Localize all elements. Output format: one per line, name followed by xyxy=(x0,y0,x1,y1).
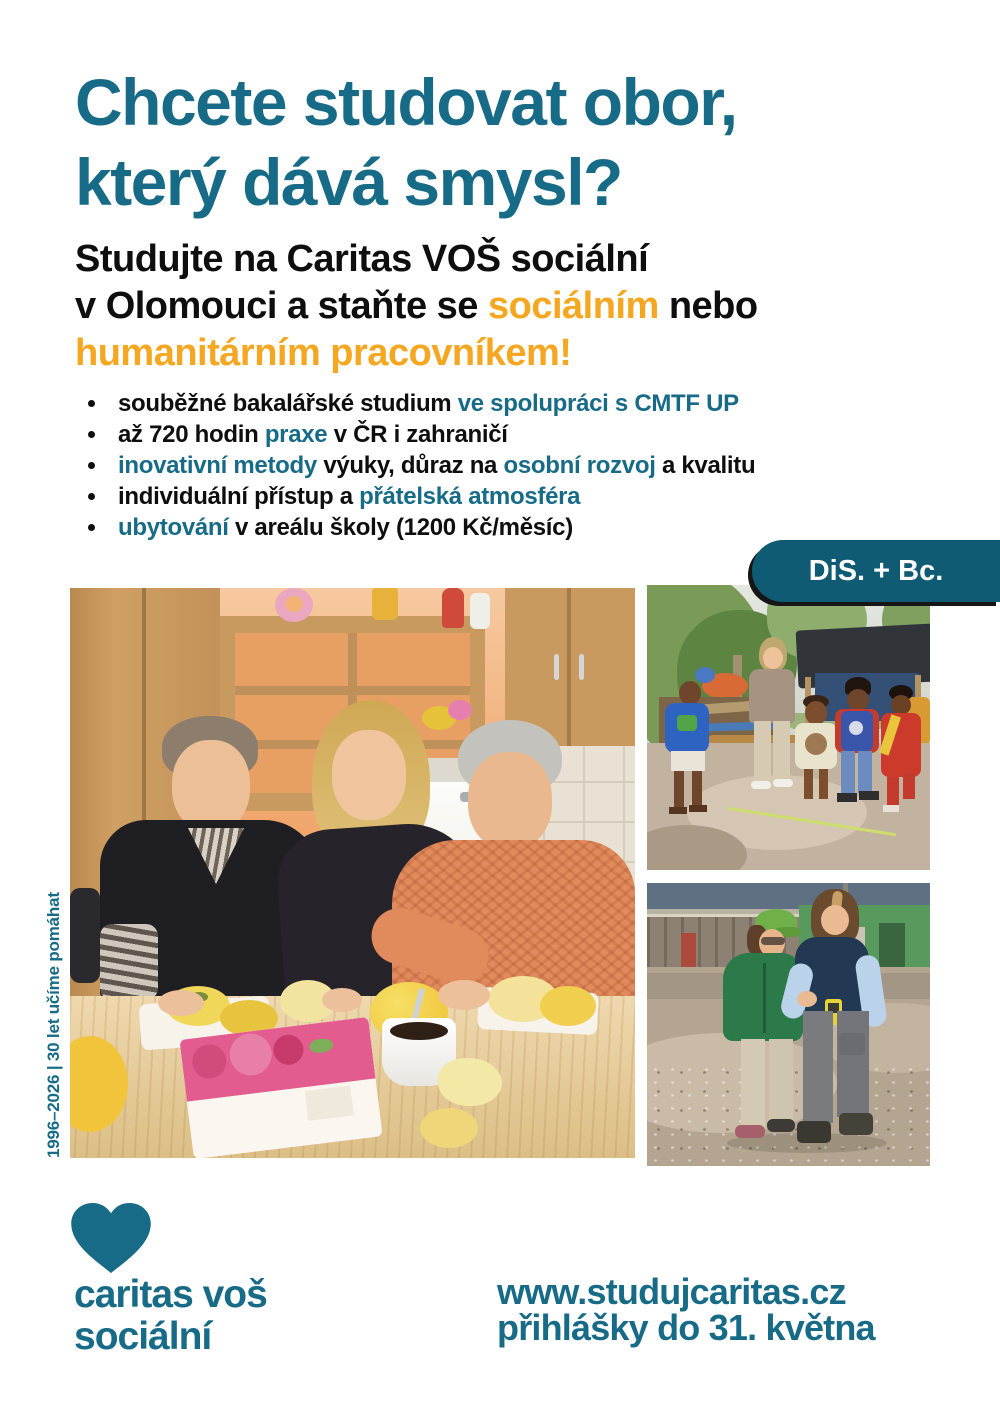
handle xyxy=(554,654,559,680)
decor-bottle xyxy=(372,588,398,620)
kiosk xyxy=(681,933,696,967)
cabinet-gap xyxy=(567,588,571,746)
decor-jug xyxy=(470,593,490,629)
pants xyxy=(741,1039,765,1127)
hand xyxy=(322,988,362,1012)
fruit xyxy=(438,1058,502,1106)
fruit xyxy=(420,1108,478,1148)
leg xyxy=(692,771,702,805)
child-head xyxy=(891,695,911,715)
gift-bag xyxy=(179,1017,382,1158)
jeans xyxy=(841,751,855,795)
cargo-pants xyxy=(837,1011,869,1117)
website-url: www.studujcaritas.cz xyxy=(497,1271,846,1312)
highlight-socialnim: sociálním xyxy=(487,285,659,327)
volunteer-face xyxy=(763,647,783,669)
photo-assisted-walk xyxy=(647,883,930,1166)
coffee xyxy=(390,1022,448,1040)
zip xyxy=(763,963,766,1033)
shoe xyxy=(837,793,857,802)
jeans xyxy=(858,751,872,793)
shoe xyxy=(773,779,793,787)
title-line-2: který dává smysl? xyxy=(75,145,622,219)
sandal xyxy=(689,805,707,812)
logo-line-2: sociální xyxy=(74,1315,212,1358)
fruit xyxy=(540,986,596,1026)
person-left-face xyxy=(172,740,250,832)
heart-icon xyxy=(70,1203,152,1273)
decor-butterfly xyxy=(448,700,472,720)
pocket xyxy=(839,1033,865,1055)
child-shorts xyxy=(671,751,705,771)
hand xyxy=(438,980,490,1010)
leg xyxy=(674,771,684,807)
person-right-face xyxy=(468,752,552,850)
vest-print xyxy=(849,721,863,735)
child-head xyxy=(679,681,701,705)
hand xyxy=(797,991,817,1007)
person-mid-face xyxy=(332,730,406,820)
volunteer-top xyxy=(749,669,795,723)
decor-wreath-hole xyxy=(285,596,303,612)
anniversary-note: 1996–2026 | 30 let učíme pomáhat xyxy=(44,892,63,1158)
leg xyxy=(887,777,899,805)
shoe xyxy=(751,781,771,789)
child-head xyxy=(847,689,869,711)
clothes-pile xyxy=(695,667,715,683)
page-title xyxy=(75,62,737,222)
shoe xyxy=(767,1119,795,1132)
hand xyxy=(158,990,204,1016)
photo-kitchen-activity xyxy=(70,588,635,1158)
decor-figurine xyxy=(442,588,464,628)
degree-badge-label: DiS. + Bc. xyxy=(808,554,944,587)
shirt-print xyxy=(677,715,697,731)
pants xyxy=(769,1039,793,1123)
handle xyxy=(579,654,584,680)
gift-bag-label xyxy=(305,1086,354,1121)
glasses xyxy=(761,937,785,945)
shoe xyxy=(735,1125,765,1138)
boot xyxy=(839,1113,873,1135)
cargo-pants xyxy=(803,1011,833,1123)
sandal xyxy=(669,807,687,814)
subtitle xyxy=(75,236,758,377)
photo-humanitarian-children xyxy=(647,585,930,870)
leg xyxy=(903,773,915,799)
title-line-1: Chcete studovat obor, xyxy=(75,65,737,139)
child-head xyxy=(805,701,827,725)
logo-line-1: caritas voš xyxy=(74,1273,267,1316)
list-item: inovativní metody výuky, důraz na osobní rozvoj a kvalitu xyxy=(75,450,755,481)
shed-door xyxy=(879,923,905,967)
leg xyxy=(819,769,828,799)
leg xyxy=(804,769,813,799)
list-item: až 720 hodin praxe v ČR i zahraničí xyxy=(75,419,755,450)
list-item: ubytování v areálu školy (1200 Kč/měsíc) xyxy=(75,512,755,543)
application-deadline: přihlášky do 31. května xyxy=(497,1307,875,1348)
logo-wordmark xyxy=(74,1274,267,1358)
list-item: souběžné bakalářské studium ve spolupráci s CMTF UP xyxy=(75,388,755,419)
list-item: individuální přístup a přátelská atmosféra xyxy=(75,481,755,512)
contact-block xyxy=(497,1271,875,1348)
volunteer-pants xyxy=(754,721,771,783)
benefits-list xyxy=(75,388,755,543)
dress-print xyxy=(805,733,827,755)
person-left-cuff xyxy=(100,924,158,1000)
face xyxy=(821,905,849,935)
boot xyxy=(797,1121,831,1143)
subtitle-line-1: Studujte na Caritas VOŠ sociální xyxy=(75,238,649,280)
shoe xyxy=(859,791,879,800)
volunteer-pants xyxy=(773,721,790,781)
subtitle-line-2: v Olomouci a staňte se sociálním nebo xyxy=(75,285,758,327)
wheelchair xyxy=(70,888,100,983)
sandal xyxy=(883,805,899,812)
degree-badge xyxy=(752,540,1000,602)
subtitle-line-3: humanitárním pracovníkem! xyxy=(75,332,572,374)
